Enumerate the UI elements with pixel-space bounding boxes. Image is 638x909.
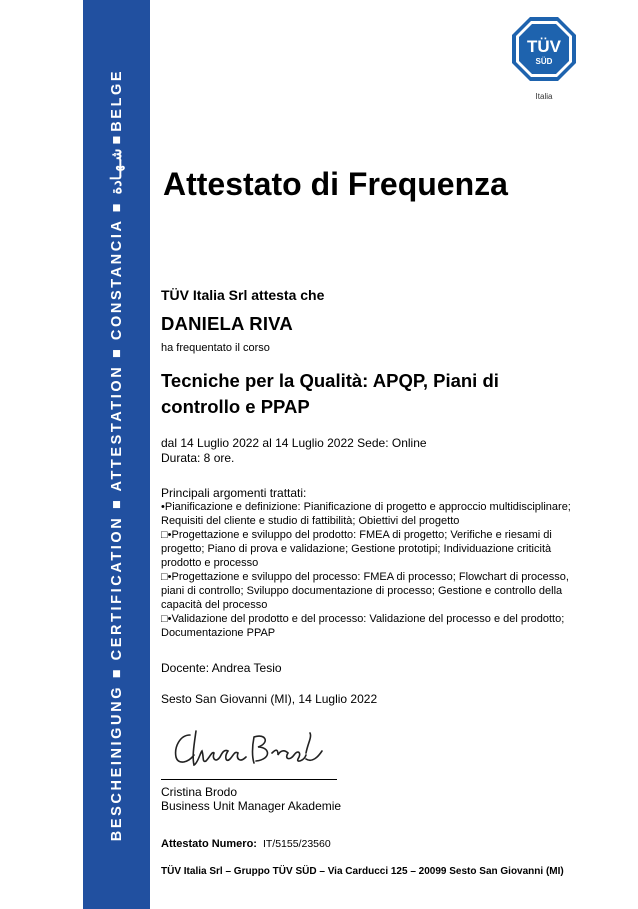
sidebar-band (83, 0, 150, 909)
signature-line (161, 779, 337, 780)
teacher-line: Docente: Andrea Tesio (161, 661, 282, 675)
topics-line: •Pianificazione e definizione: Pianificazione di progetto e approccio multidisciplinare; (161, 501, 571, 513)
sidebar-multilingual-text: BESCHEINIGUNG ■ CERTIFICATION ■ ATTESTATION ■ CONSTANCIA ■ شـهـادة ■ BELGE (108, 68, 125, 841)
duration-line: Durata: 8 ore. (161, 451, 235, 465)
topics-line: piani di controllo; Sviluppo documentazione di processo; Gestione e controllo della (161, 585, 563, 597)
logo-sub-text: SÜD (535, 57, 553, 66)
certificate-number-row (161, 838, 331, 850)
signer-block (161, 785, 341, 813)
signer-name: Cristina Brodo (161, 785, 238, 799)
course-title-line-1: Tecniche per la Qualità: APQP, Piani di (161, 370, 499, 391)
topics-line: capacità del processo (161, 599, 268, 611)
topics-line: □•Progettazione e sviluppo del prodotto: FMEA di progetto; Verifiche e riesami di (161, 529, 552, 541)
logo-caption: Italia (535, 92, 553, 101)
signer-role: Business Unit Manager Akademie (161, 799, 342, 813)
topics-heading: Principali argomenti trattati: (161, 486, 307, 500)
certificate-title: Attestato di Frequenza (163, 166, 508, 202)
course-title (161, 368, 601, 420)
topics-line: Documentazione PPAP (161, 627, 276, 639)
tuv-sud-logo-icon (511, 16, 577, 82)
course-title-line-2: controllo e PPAP (161, 396, 310, 417)
topics-section (161, 486, 621, 640)
dates-line: dal 14 Luglio 2022 al 14 Luglio 2022 Sede: Online (161, 436, 427, 450)
topics-line: □•Validazione del prodotto e del processo: Validazione del processo e del prodotto; (161, 613, 565, 625)
topics-line: Requisiti del cliente e studio di fattibilità; Obiettivi del progetto (161, 515, 460, 527)
certificate-number-label: Attestato Numero: (161, 838, 257, 850)
participant-name: DANIELA RIVA (161, 313, 293, 334)
footer-address: TÜV Italia Srl – Gruppo TÜV SÜD – Via Carducci 125 – 20099 Sesto San Giovanni (MI) (161, 866, 564, 877)
certificate-number-value: IT/5155/23560 (262, 838, 331, 850)
topics-line: □•Progettazione e sviluppo del processo: FMEA di processo; Flowchart di processo, (161, 571, 569, 583)
attended-line: ha frequentato il corso (161, 342, 270, 354)
course-dates (161, 436, 427, 466)
topics-line: progetto; Piano di prova e validazione; Gestione prototipi; Individuazione criticità (161, 543, 552, 555)
logo-brand-text: TÜV (527, 37, 561, 56)
attests-line: TÜV Italia Srl attesta che (161, 287, 325, 303)
signature-icon (172, 723, 332, 773)
place-date-line: Sesto San Giovanni (MI), 14 Luglio 2022 (161, 692, 378, 706)
topics-line: prodotto e processo (161, 557, 259, 569)
